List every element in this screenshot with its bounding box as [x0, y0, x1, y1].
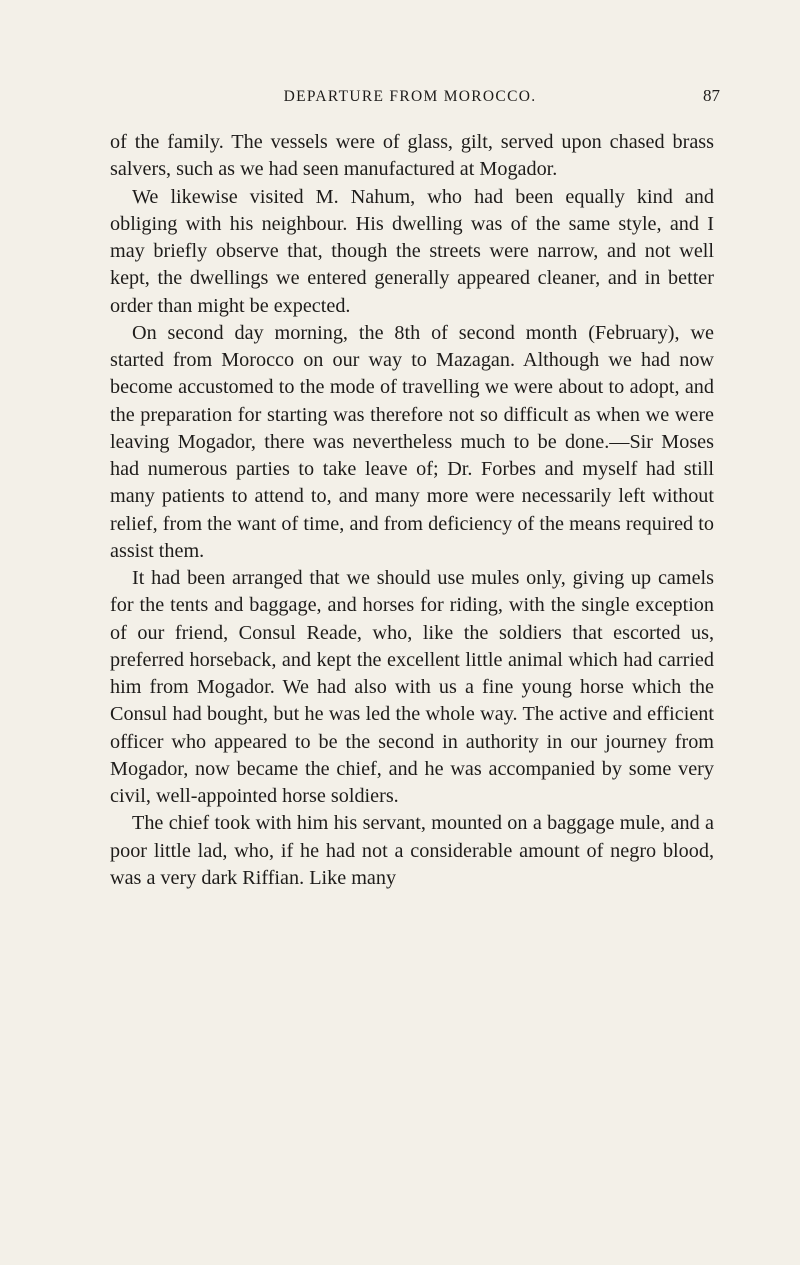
paragraph-departure: On second day morning, the 8th of second month (February), we started from Morocco on our way to Mazagan. Although we had now become accustomed to the mode of travelling we were about to adopt, and the preparation for starting was therefore not so difficult as when we were leaving Mogador, there was nevertheless much to be done.—Sir Moses had numerous parties to take leave of; Dr. Forbes and myself had still many patients to attend to, and many more were necessarily left without relief, from the want of time, and from deficiency of the means required to assist them. [110, 321, 714, 562]
paragraph-continuation: of the family. The vessels were of glass, gilt, served upon chased brass salvers, such as we had seen manufactured at Mogador. [110, 131, 714, 181]
page-number: 87 [703, 86, 720, 105]
paragraph-chief-servant: The chief took with him his servant, mounted on a baggage mule, and a poor little lad, who, if he had not a considerable amount of negro blood, was a very dark Riffian. Like many [110, 812, 714, 889]
body-text [110, 129, 714, 892]
running-head [100, 88, 720, 112]
paragraph-mules-arrangement: It had been arranged that we should use mules only, giving up camels for the tents and baggage, and horses for riding, with the single exception of our friend, Consul Reade, who, like the soldiers that escorted us, preferred horseback, and kept the excellent little animal which had carried him from Mogador. We had also with us a fine young horse which the Consul had bought, but he was led the whole way. The active and efficient officer who appeared to be the second in authority in our journey from Mogador, now became the chief, and he was accompanied by some very civil, well-appointed horse soldiers. [110, 567, 714, 807]
running-title: DEPARTURE FROM MOROCCO. [283, 88, 537, 105]
paragraph-visit-nahum: We likewise visited M. Nahum, who had been equally kind and obliging with his neighbour. His dwelling was of the same style, and I may briefly observe that, though the streets were narrow, and not well kept, the dwellings we entered generally appeared cleaner, and in better order than might be expected. [110, 185, 714, 317]
